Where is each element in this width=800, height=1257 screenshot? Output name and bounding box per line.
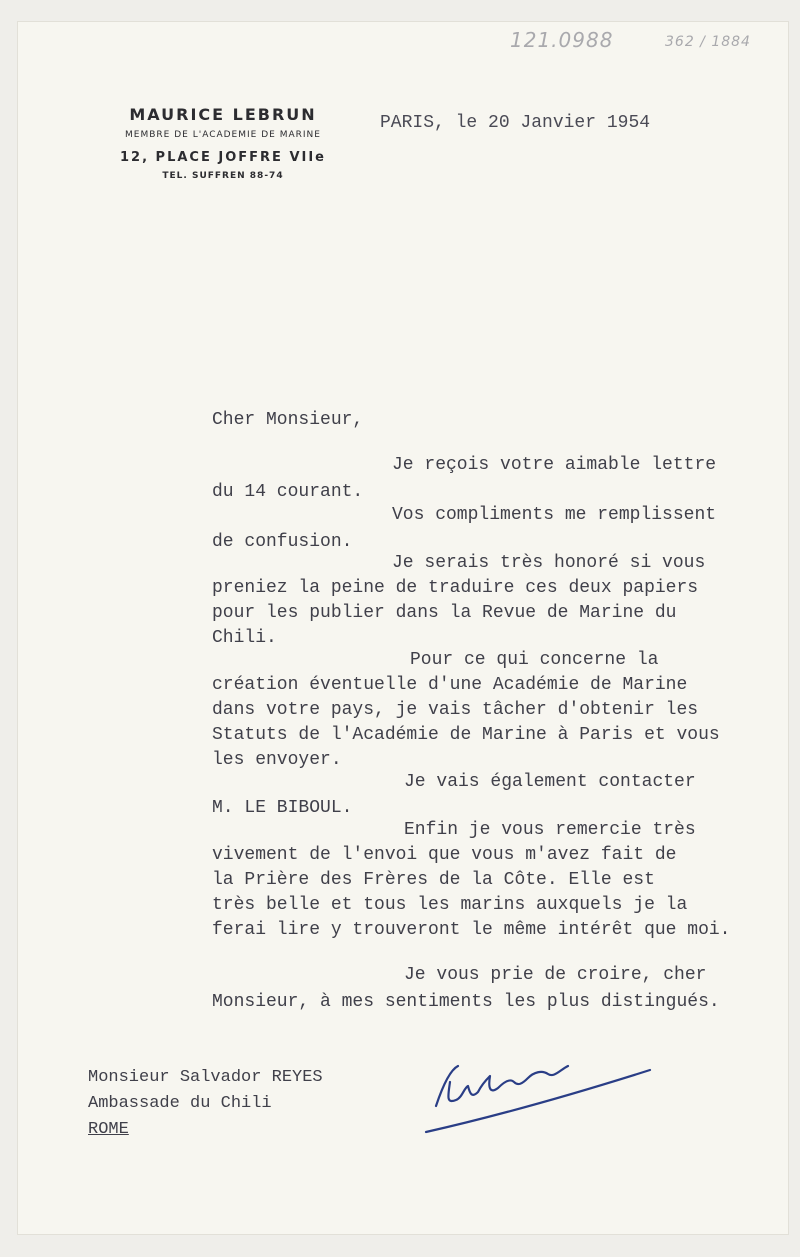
recipient-city: ROME xyxy=(88,1120,129,1139)
body-line: Je vais également contacter xyxy=(404,772,696,792)
signature-underline xyxy=(426,1070,650,1132)
letterhead xyxy=(78,105,368,181)
body-line: de confusion. xyxy=(212,532,353,552)
recipient-name: Monsieur Salvador REYES xyxy=(88,1068,323,1087)
archive-number: 121.0988 xyxy=(510,28,614,52)
body-line: preniez la peine de traduire ces deux papiers xyxy=(212,578,699,598)
body-line: Enfin je vous remercie très xyxy=(404,820,696,840)
body-line: les envoyer. xyxy=(212,750,342,770)
body-line: création éventuelle d'une Académie de Marine xyxy=(212,675,688,695)
body-line: pour les publier dans la Revue de Marine du xyxy=(212,603,677,623)
body-line: Je reçois votre aimable lettre xyxy=(392,455,717,475)
body-line: du 14 courant. xyxy=(212,482,364,502)
sender-address: 12, PLACE JOFFRE VIIe xyxy=(120,150,326,165)
letter-sheet xyxy=(18,22,788,1234)
sender-phone: TEL. SUFFREN 88-74 xyxy=(162,171,284,181)
archive-reference: 362 / 1884 xyxy=(665,34,751,50)
body-line: vivement de l'envoi que vous m'avez fait de xyxy=(212,845,677,865)
body-line: Je serais très honoré si vous xyxy=(392,553,706,573)
closing-line: Monsieur, à mes sentiments les plus distingués. xyxy=(212,992,720,1012)
body-line: Chili. xyxy=(212,628,277,648)
body-line: Statuts de l'Académie de Marine à Paris et vous xyxy=(212,725,720,745)
body-line: Vos compliments me remplissent xyxy=(392,505,717,525)
closing-line: Je vous prie de croire, cher xyxy=(404,965,707,985)
body-line: Pour ce qui concerne la xyxy=(410,650,659,670)
body-line: très belle et tous les marins auxquels je la xyxy=(212,895,688,915)
sender-name: MAURICE LEBRUN xyxy=(129,105,317,124)
salutation: Cher Monsieur, xyxy=(212,410,364,430)
dateline: PARIS, le 20 Janvier 1954 xyxy=(380,113,651,133)
sender-title: MEMBRE DE L'ACADEMIE DE MARINE xyxy=(125,130,321,140)
signature xyxy=(418,1048,658,1148)
body-line: M. LE BIBOUL. xyxy=(212,798,353,818)
body-line: la Prière des Frères de la Côte. Elle est xyxy=(212,870,655,890)
body-line: ferai lire y trouveront le même intérêt que moi. xyxy=(212,920,731,940)
recipient-embassy: Ambassade du Chili xyxy=(88,1094,272,1113)
body-line: dans votre pays, je vais tâcher d'obtenir les xyxy=(212,700,699,720)
